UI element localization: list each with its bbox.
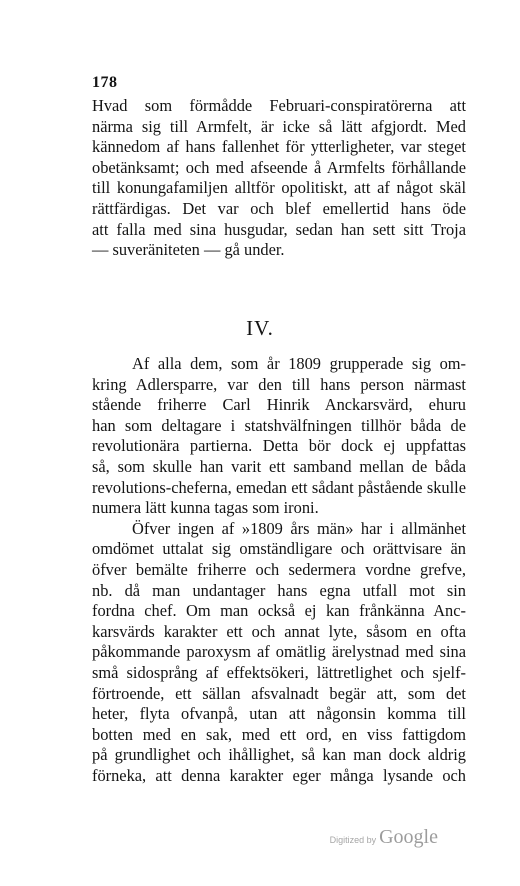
text-line: kring Adlersparre, var den till hans person närmast [92,374,466,394]
text-line: karsvärds karakter ett och annat lyte, såsom en ofta [92,621,466,641]
text-line: obetänksamt; och med afseende å Armfelts förhållande [92,157,466,177]
text-line: — suveräniteten — gå under. [92,240,285,260]
text-line: på grundlighet och ihållighet, så kan man dock aldrig [92,745,466,765]
text-line: numera lätt kunna tagas som ironi. [92,498,319,518]
digitized-by-label: Digitized by [329,835,377,845]
text-line: så, som skulle han varit ett samband mellan de båda [92,456,466,476]
text-line: till konungafamiljen alltför opolitiskt, att af något skäl [92,178,466,198]
text-line: förtroende, ett sällan afsvalnadt begär att, som det [92,683,466,703]
text-line: rättfärdigas. Det var och blef emellertid hans öde [92,198,466,218]
text-line: fordna chef. Om man också ej kan frånkänna Anc- [92,601,466,621]
google-logo: Google [379,826,438,848]
text-line: Öfver ingen af »1809 års män» har i allmänhet [132,518,466,538]
text-line: öfver bemälte friherre och sedermera vordne grefve, [92,559,466,579]
text-line: heter, flyta ofvanpå, utan att någonsin komma till [92,704,466,724]
text-line: botten med en sak, med ett ord, en viss fattigdom [92,724,466,744]
digitized-by-google-watermark [330,826,438,849]
text-line: omdömet uttalat sig omständligare och orättvisare än [92,539,466,559]
text-line: Hvad som förmådde Februari-conspiratörerna att [92,96,466,115]
text-line: närma sig till Armfelt, är icke så lätt afgjordt. Med [92,116,466,136]
text-line: han som deltagare i statshvälfningen tillhör båda de [92,415,466,435]
text-line: stående friherre Carl Hinrik Anckarsvärd, ehuru [92,395,466,415]
paragraph-2 [92,354,466,786]
text-line: Af alla dem, som år 1809 grupperade sig om- [132,354,466,373]
text-line: förneka, att denna karakter eger många lysande och [92,765,466,785]
text-line: nb. då man undantager hans egna utfall mot sin [92,580,466,600]
text-line: kännedom af hans fallenhet för ytterligheter, var steget [92,137,466,157]
text-line: att falla med sina husgudar, sedan han sett sitt Troja [92,219,466,239]
text-line: små sidosprång af effektsökeri, lättretlighet och sjelf- [92,662,466,682]
text-line: revolutionära partierna. Detta bör dock ej uppfattas [92,436,466,456]
text-line: påkommande paroxysm af omätlig ärelystnad med sina [92,642,466,662]
paragraph-1 [92,96,466,261]
text-line: revolutions-cheferna, emedan ett sådant påstående skulle [92,477,466,497]
section-heading: IV. [246,316,274,340]
page-number: 178 [92,74,118,91]
